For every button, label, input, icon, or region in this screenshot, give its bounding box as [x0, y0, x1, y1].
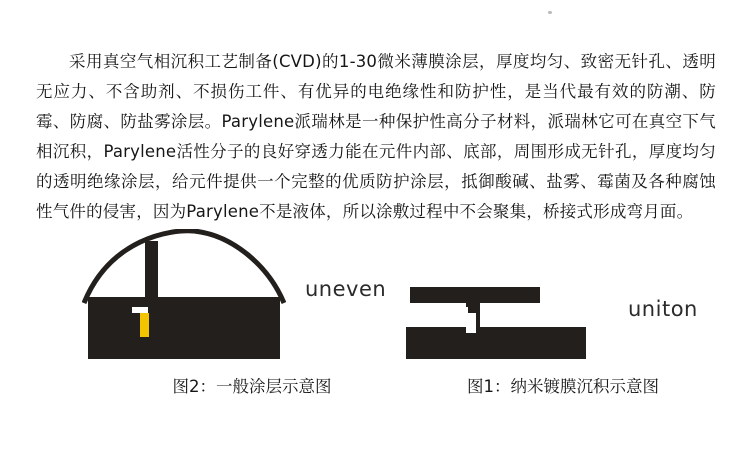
uneven-coating-arc-icon [82, 229, 286, 305]
figures-container [0, 215, 750, 415]
figure-uneven-coating [60, 215, 390, 400]
figure-uniform-coating [390, 215, 740, 400]
figure-label-uniton: uniton [628, 297, 698, 321]
component-post [145, 241, 158, 301]
body-paragraph: 采用真空气相沉积工艺制备(CVD)的1-30微米薄膜涂层，厚度均匀、致密无针孔、透明无应力、不含助剂、不损伤工件、有优异的电绝缘性和防护性，是当代最有效的防潮、防霉、防腐、防盐雾涂层。Parylene派瑞林是一种保护性高分子材料，派瑞林它可在真空下气相沉积，Parylene活性分子的良好穿透力能在元件内部、底部，周围形成无针孔，厚度均匀的透明绝缘涂层，给元件提供一个完整的优质防护涂层，抵御酸碱、盐雾、霉菌及各种腐蚀性气件的侵害，因为Parylene不是液体，所以涂敷过程中不会聚集，桥接式形成弯月面。 [36, 51, 716, 221]
figure-label-uneven: uneven [305, 277, 387, 301]
void-highlight-marker [140, 313, 149, 337]
substrate-block [88, 297, 280, 359]
coating-gap [466, 313, 476, 333]
substrate-block [406, 327, 586, 359]
figure-caption-left: 图2：一般涂层示意图 [172, 377, 332, 396]
figure-caption-right: 图1：纳米镀膜沉积示意图 [467, 377, 659, 396]
dust-speck [548, 11, 552, 14]
gap-notch [453, 307, 468, 313]
